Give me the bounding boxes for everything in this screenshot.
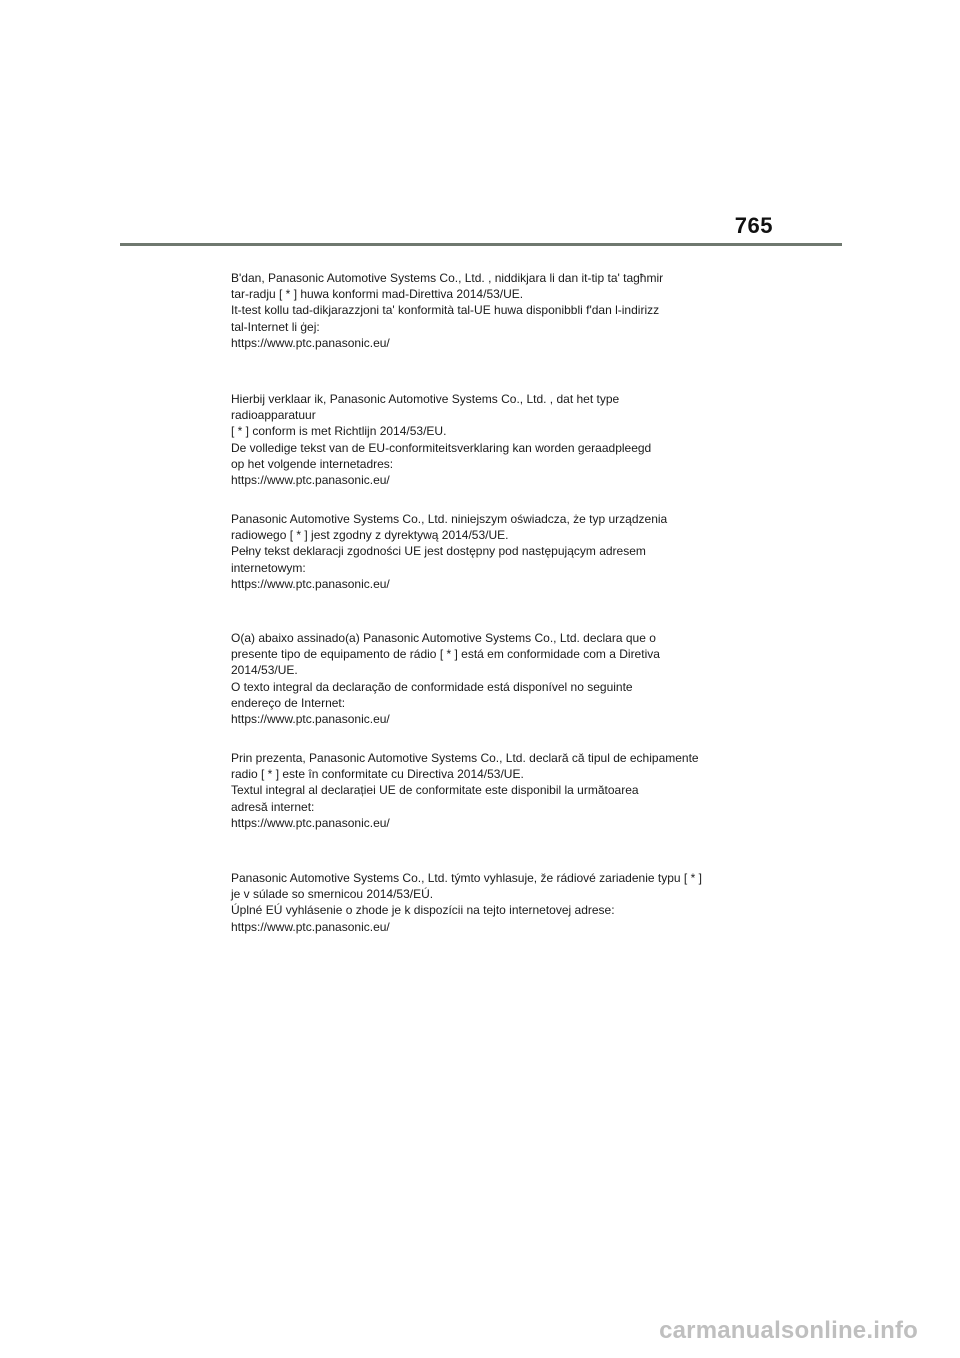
- declaration-line: Textul integral al declarației UE de conformitate este disponibil la următoarea: [231, 783, 639, 798]
- declaration-url: https://www.ptc.panasonic.eu/: [231, 919, 390, 934]
- declaration-line: tar-radju [ * ] huwa konformi mad-Direttiva 2014/53/UE.: [231, 287, 524, 302]
- declaration-line: Panasonic Automotive Systems Co., Ltd. týmto vyhlasuje, že rádiové zariadenie typu [ * ]: [231, 871, 702, 885]
- declaration-line: 2014/53/UE.: [231, 663, 298, 678]
- declaration-url: https://www.ptc.panasonic.eu/: [231, 335, 390, 350]
- declaration-line: Prin prezenta, Panasonic Automotive Systems Co., Ltd. declară că tipul de echipamente: [231, 751, 699, 765]
- declaration-line: O texto integral da declaração de conformidade está disponível no seguinte: [231, 679, 633, 694]
- declaration-block-portuguese: [231, 630, 731, 727]
- declaration-line: radioapparatuur: [231, 408, 316, 423]
- declaration-line: O(a) abaixo assinado(a) Panasonic Automotive Systems Co., Ltd. declara que o: [231, 631, 656, 645]
- declaration-line: endereço de Internet:: [231, 695, 346, 710]
- declaration-line: radio [ * ] este în conformitate cu Directiva 2014/53/UE.: [231, 767, 524, 782]
- declaration-line: internetowym:: [231, 560, 306, 575]
- declaration-line: De volledige tekst van de EU-conformiteitsverklaring kan worden geraadpleegd: [231, 440, 652, 455]
- declaration-line: Panasonic Automotive Systems Co., Ltd. niniejszym oświadcza, że typ urządzenia: [231, 512, 668, 526]
- declaration-url: https://www.ptc.panasonic.eu/: [231, 712, 390, 727]
- declaration-line: [ * ] conform is met Richtlijn 2014/53/EU.: [231, 424, 447, 439]
- declaration-line: Úplné EÚ vyhlásenie o zhode je k dispozícii na tejto internetovej adrese:: [231, 903, 615, 918]
- declaration-block-romanian: [231, 750, 731, 831]
- declaration-line: adresă internet:: [231, 799, 315, 814]
- declaration-url: https://www.ptc.panasonic.eu/: [231, 473, 390, 488]
- declaration-url: https://www.ptc.panasonic.eu/: [231, 815, 390, 830]
- declaration-line: presente tipo de equipamento de rádio [ * ] está em conformidade com a Diretiva: [231, 647, 660, 662]
- declaration-block-dutch: [231, 391, 731, 488]
- declaration-line: je v súlade so smernicou 2014/53/EÚ.: [231, 887, 434, 902]
- declaration-block-maltese: [231, 270, 731, 351]
- header-rule: [120, 243, 842, 246]
- declaration-line: radiowego [ * ] jest zgodny z dyrektywą 2014/53/UE.: [231, 528, 509, 543]
- declaration-line: It-test kollu tad-dikjarazzjoni ta' konformità tal-UE huwa disponibbli f'dan l-indirizz: [231, 303, 660, 318]
- declaration-line: Hierbij verklaar ik, Panasonic Automotive Systems Co., Ltd. , dat het type: [231, 392, 620, 406]
- declaration-url: https://www.ptc.panasonic.eu/: [231, 576, 390, 591]
- watermark: carmanualsonline.info: [659, 1317, 918, 1344]
- declaration-line: tal-Internet li ġej:: [231, 319, 320, 334]
- declaration-line: op het volgende internetadres:: [231, 456, 394, 471]
- declaration-block-polish: [231, 511, 731, 592]
- page-number: 765: [734, 213, 773, 238]
- declaration-line: Pełny tekst deklaracji zgodności UE jest dostępny pod następującym adresem: [231, 544, 646, 559]
- declaration-block-slovak: [231, 870, 731, 935]
- declaration-line: B'dan, Panasonic Automotive Systems Co., Ltd. , niddikjara li dan it-tip ta' tagħmir: [231, 271, 664, 285]
